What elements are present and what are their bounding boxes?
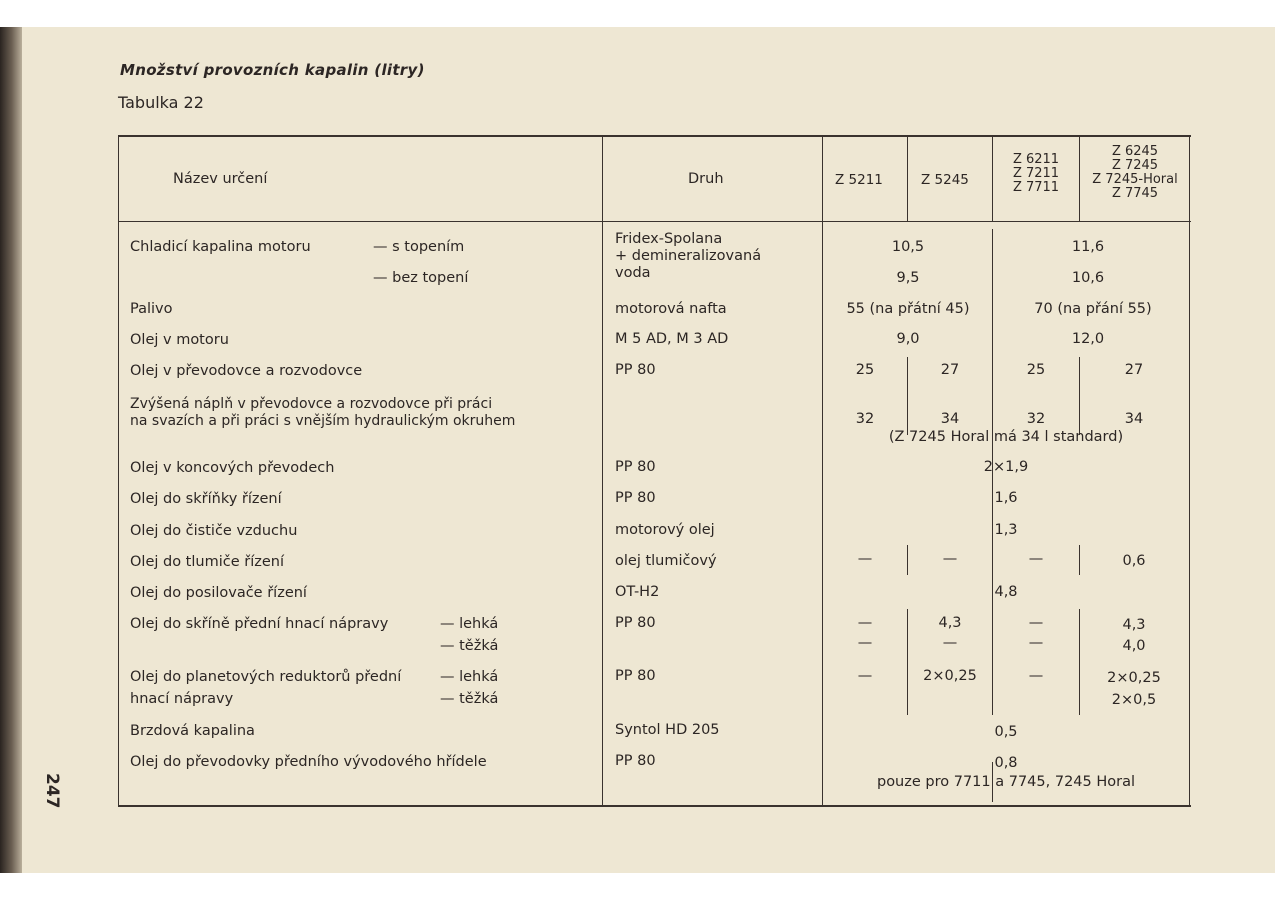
row-gearbox-increased-v2: 34: [940, 411, 960, 427]
row-fuel-name: Palivo: [130, 301, 173, 317]
row-fuel-v12: 55 (na přátní 45): [846, 301, 970, 317]
book-page: [22, 27, 1275, 873]
row-fuel-kind: motorová nafta: [615, 301, 727, 317]
row-pto-v: 0,8: [994, 755, 1018, 771]
row-planetary-name2: hnací nápravy: [130, 691, 234, 707]
row-engine-oil-v34: 12,0: [1071, 331, 1105, 347]
row-gearbox-increased-name2: na svazích a při práci s vnějším hydraulickým okruhem: [130, 413, 516, 429]
row-steering-damper-v3: —: [1028, 551, 1044, 567]
row-front-axle-l4: 4,3: [1122, 617, 1146, 633]
row-front-axle-h1: —: [857, 635, 873, 651]
row-coolant-sub2: — bez topení: [373, 270, 469, 286]
row-planetary-sub1: — lehká: [440, 669, 499, 685]
row-planetary-l2: 2×0,25: [923, 668, 977, 684]
row-steering-damper-v1: —: [857, 551, 873, 567]
row-front-axle-h3: —: [1028, 635, 1044, 651]
row-gearbox-oil-v3: 25: [1026, 362, 1046, 378]
row-planetary-l1: —: [857, 668, 873, 684]
col-divider-m2-header: [992, 137, 993, 221]
row-power-steering-name: Olej do posilovače řízení: [130, 585, 307, 601]
row-planetary-h4: 2×0,5: [1111, 692, 1157, 708]
row-coolant-kind3: voda: [615, 265, 651, 281]
row-front-axle-h2: —: [942, 635, 958, 651]
row-final-drives-name: Olej v koncových převodech: [130, 460, 335, 476]
row-front-axle-sub1: — lehká: [440, 616, 499, 632]
row-steering-damper-name: Olej do tlumiče řízení: [130, 554, 284, 570]
row-air-filter-kind: motorový olej: [615, 522, 715, 538]
row-planetary-l3: —: [1028, 668, 1044, 684]
row-brake-name: Brzdová kapalina: [130, 723, 255, 739]
row-brake-v: 0,5: [994, 724, 1018, 740]
row-power-steering-v: 4,8: [994, 584, 1018, 600]
row-gearbox-increased-note: (Z 7245 Horal má 34 l standard): [888, 429, 1124, 445]
row-coolant-v34-2: 10,6: [1071, 270, 1105, 286]
header-name: Název určení: [173, 171, 268, 187]
row-engine-oil-name: Olej v motoru: [130, 332, 229, 348]
row-gearbox-increased-v1: 32: [855, 411, 875, 427]
header-model-2: Z 5245: [921, 172, 969, 188]
row-steering-damper-v2: —: [942, 551, 958, 567]
row-steering-box-name: Olej do skříňky řízení: [130, 491, 282, 507]
row-coolant-v12-1: 10,5: [891, 239, 925, 255]
header-divider: [118, 221, 1191, 222]
col-divider-models: [822, 137, 823, 805]
col-divider-m1-header: [907, 137, 908, 221]
row-engine-oil-kind: M 5 AD, M 3 AD: [615, 331, 729, 347]
row-gearbox-oil-v4: 27: [1124, 362, 1144, 378]
row-engine-oil-v12: 9,0: [896, 331, 920, 347]
row-final-drives-kind: PP 80: [615, 459, 656, 475]
row-planetary-sub2: — těžká: [440, 691, 499, 707]
row-steering-damper-kind: olej tlumičový: [615, 553, 717, 569]
row-steering-damper-v4: 0,6: [1122, 553, 1146, 569]
row-planetary-name1: Olej do planetových reduktorů přední: [130, 669, 402, 685]
header-kind: Druh: [688, 171, 724, 187]
row-planetary-kind: PP 80: [615, 668, 656, 684]
page-title: Množství provozních kapalin (litry): [120, 61, 425, 79]
page-number: 247: [42, 773, 62, 809]
header-model-4: Z 6245 Z 7245 Z 7245-Horal Z 7745: [1092, 144, 1178, 201]
row-front-axle-sub2: — těžká: [440, 638, 499, 654]
row-coolant-kind2: + demineralizovaná: [615, 248, 762, 264]
col-divider-kind: [602, 137, 603, 805]
row-air-filter-name: Olej do čističe vzduchu: [130, 523, 298, 539]
row-brake-kind: Syntol HD 205: [615, 722, 720, 738]
row-front-axle-l3: —: [1028, 615, 1044, 631]
row-power-steering-kind: OT-H2: [615, 584, 660, 600]
row-front-axle-l1: —: [857, 615, 873, 631]
row-front-axle-kind: PP 80: [615, 615, 656, 631]
row-coolant-v34-1: 11,6: [1071, 239, 1105, 255]
table-left-border: [118, 137, 119, 805]
row-steering-box-v: 1,6: [994, 490, 1018, 506]
row-coolant-v12-2: 9,5: [896, 270, 920, 286]
header-model-3: Z 6211 Z 7211 Z 7711: [1012, 152, 1060, 195]
row-air-filter-v: 1,3: [994, 522, 1018, 538]
row-final-drives-v: 2×1,9: [983, 459, 1029, 475]
row-steering-box-kind: PP 80: [615, 490, 656, 506]
row-fuel-v34: 70 (na přání 55): [1034, 301, 1152, 317]
table-right-border: [1189, 137, 1190, 805]
row-coolant-name: Chladicí kapalina motoru: [130, 239, 311, 255]
col-divider-m3-header: [1079, 137, 1080, 221]
row-gearbox-oil-v1: 25: [855, 362, 875, 378]
table-caption: Tabulka 22: [118, 93, 204, 112]
row-pto-note: pouze pro 7711 a 7745, 7245 Horal: [876, 774, 1136, 790]
fluids-table: [118, 135, 1191, 807]
row-gearbox-increased-v3: 32: [1026, 411, 1046, 427]
row-front-axle-h4: 4,0: [1122, 638, 1146, 654]
row-planetary-l4: 2×0,25: [1107, 670, 1161, 686]
row-front-axle-name: Olej do skříně přední hnací nápravy: [130, 616, 389, 632]
row-gearbox-increased-v4: 34: [1124, 411, 1144, 427]
row-front-axle-l2: 4,3: [938, 615, 962, 631]
row-gearbox-oil-v2: 27: [940, 362, 960, 378]
row-pto-kind: PP 80: [615, 753, 656, 769]
header-model-1: Z 5211: [835, 172, 883, 188]
row-coolant-kind1: Fridex-Spolana: [615, 231, 723, 247]
row-pto-name: Olej do převodovky předního vývodového hřídele: [130, 754, 487, 770]
row-gearbox-oil-kind: PP 80: [615, 362, 656, 378]
row-coolant-sub1: — s topením: [373, 239, 465, 255]
row-gearbox-increased-name1: Zvýšená náplň v převodovce a rozvodovce při práci: [130, 396, 493, 412]
row-gearbox-oil-name: Olej v převodovce a rozvodovce: [130, 363, 363, 379]
